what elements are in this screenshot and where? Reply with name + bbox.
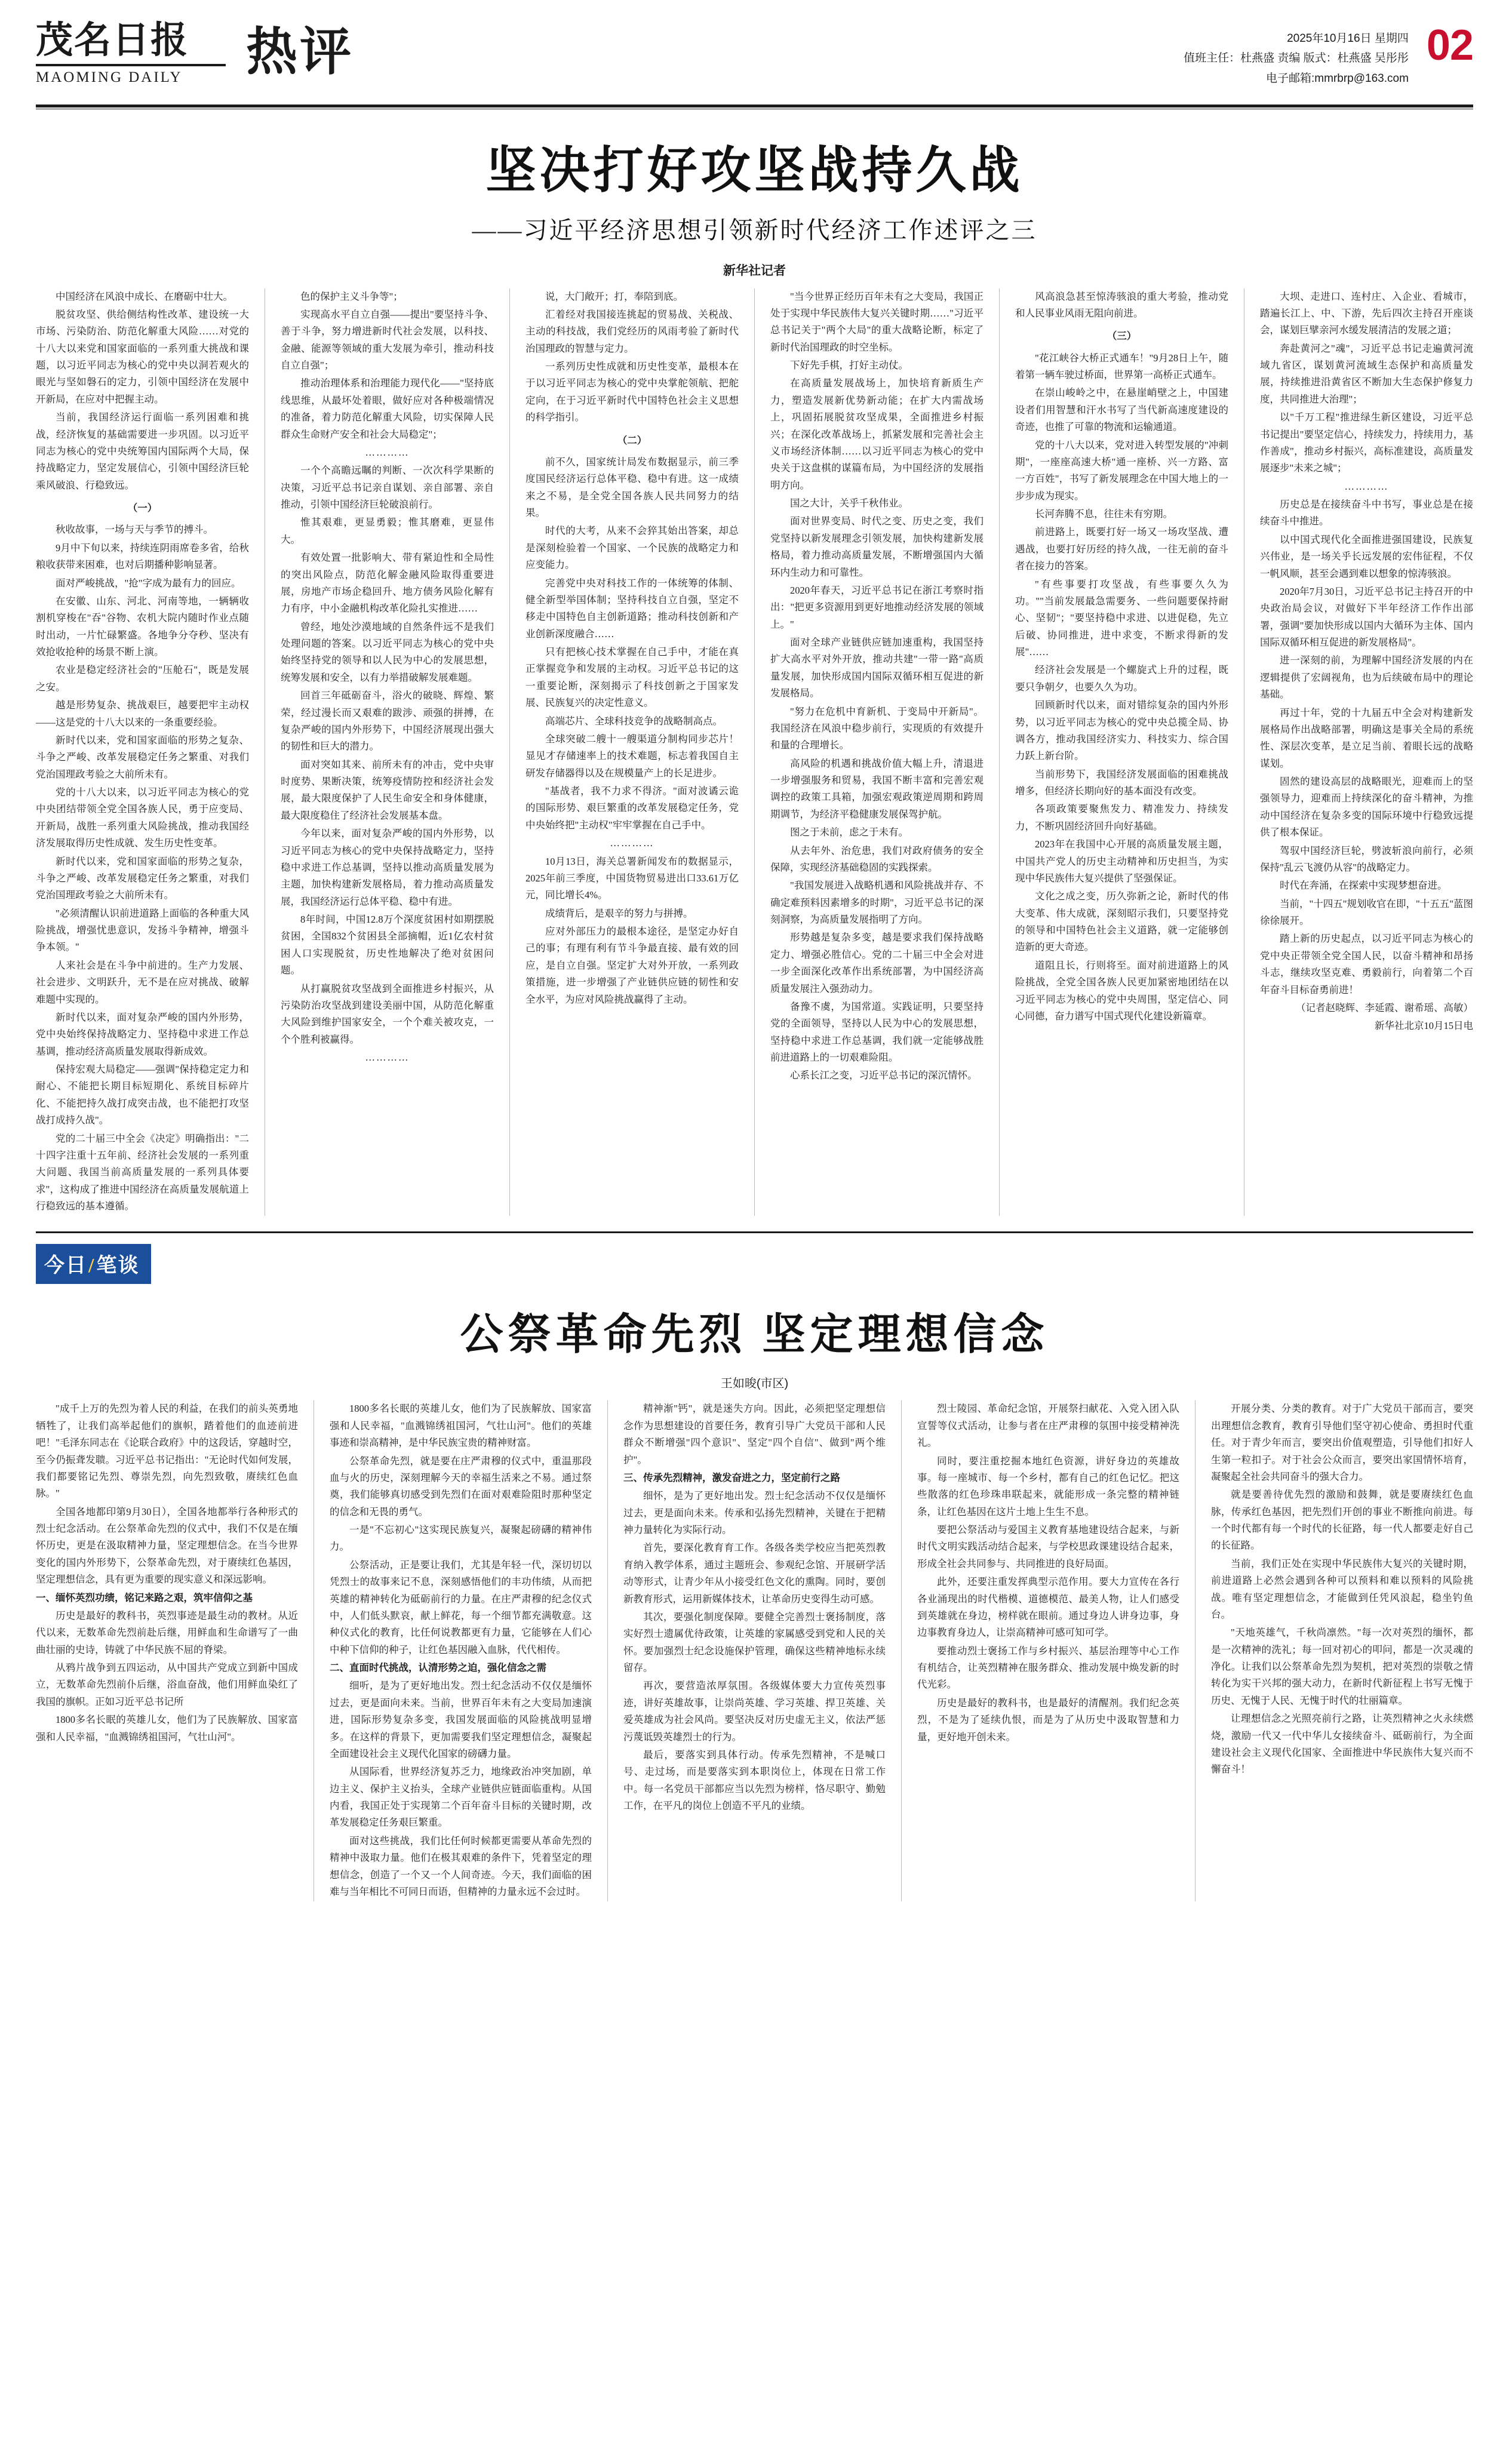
article2-paragraph: 烈士陵园、革命纪念馆，开展祭扫献花、入党入团入队宣誓等仪式活动，让参与者在庄严肃穆的氛围中接受精神洗礼。: [917, 1403, 1179, 1449]
article1-paragraph: "我国发展进入战略机遇和风险挑战并存、不确定难预料因素增多的时期"，习近平总书记的深刻洞察，为高质量发展指明了方向。: [770, 880, 984, 926]
article1-paragraph: …………: [1344, 480, 1389, 492]
article2-paragraph: 公祭革命先烈，就是要在庄严肃穆的仪式中，重温那段血与火的历史，深刻理解今天的幸福生活来之不易。通过祭奠，我们能够真切感受到先烈们在面对艰难险阻时那种坚定的信念和无畏的勇气。: [330, 1455, 592, 1517]
article1-paragraph: 2023年在我国中心开展的高质量发展主题，中国共产党人的历史主动精神和历史担当，为实现中华民族伟大复兴提供了坚强保证。: [1015, 838, 1228, 884]
article1-paragraph: 面对世界变局、时代之变、历史之变，我们党坚持以新发展理念引领发展，加快构建新发展格局，着力推动高质量发展，不断增强国内大循环内生动力和可靠性。: [770, 515, 984, 578]
duty-editor-line: 值班主任：杜燕盛 责编 版式：杜燕盛 吴彤彤: [1184, 52, 1409, 65]
article2-paragraph: 三、传承先烈精神，激发奋进之力，坚定前行之路: [623, 1471, 840, 1483]
article1-paragraph: "努力在危机中育新机、于变局中开新局"。我国经济在风浪中稳步前行，实现质的有效提升和量的合理增长。: [770, 705, 984, 751]
article1-paragraph: 进一深刻的前，为理解中国经济发展的内在逻辑提供了宏阔视角，也为后续破布局中的理论基础。: [1260, 655, 1473, 701]
section-title: 热评: [246, 23, 354, 81]
article1-column: [999, 288, 1228, 1216]
article2-paragraph: 1800多名长眠的英雄儿女，他们为了民族解放、国家富强和人民幸福，"血溅锦绣祖国河，气壮山河"。: [36, 1714, 298, 1743]
article2-column: [314, 1400, 592, 1901]
article1-headline-block: [36, 125, 1473, 249]
article1-paragraph: "当今世界正经历百年未有之大变局，我国正处于实现中华民族伟大复兴关键时期……"习近平总书记关于"两个大局"的重大战略论断，标定了新时代治国理政的时空坐标。: [770, 290, 984, 353]
article2-paragraph: 同时，要注重挖掘本地红色资源，讲好身边的英雄故事。每一座城市、每一个乡村，都有自己的红色记忆。把这些散落的红色珍珠串联起来，就能形成一条完整的精神链条，让红色基因在这片土地上生生不息。: [917, 1455, 1179, 1517]
article2-byline: 王如晙(市区): [720, 1377, 789, 1391]
article1-column: [265, 288, 494, 1216]
article1-paragraph: 奔赴黄河之"魂"，习近平总书记走遍黄河流域九省区，谋划黄河流域生态保护和高质量发展，持续推进沿黄省区不断加大生态保护修复力度，共同推进大治理"；: [1260, 342, 1473, 405]
article1-paragraph: 实现高水平自立自强——提出"要坚持斗争、善于斗争，努力增进新时代社会发展，以科技、金融、能源等领域的重大发展为牵引，推动科技自立自强"；: [281, 308, 494, 371]
article2-column: [901, 1400, 1179, 1901]
article1-paragraph: 新华社北京10月15日电: [1375, 1020, 1473, 1032]
publication-date: 2025年10月16日 星期四: [1287, 32, 1409, 45]
article2-paragraph: 细怀，是为了更好地出发。烈士纪念活动不仅仅是缅怀过去，更是面向未来。传承和弘扬先烈精神，关键在于把精神力量转化为实际行动。: [623, 1490, 886, 1536]
article1-column: [509, 288, 739, 1216]
article1-paragraph: （三）: [1107, 330, 1137, 342]
article2-column: [1195, 1400, 1473, 1901]
article1-paragraph: 前进路上，既要打好一场又一场攻坚战、遭遇战，也要打好历经的持久战，一往无前的奋斗者在接力的答案。: [1015, 526, 1228, 572]
article1-paragraph: 时代在奔涌，在探索中实现梦想奋进。: [1280, 880, 1447, 892]
publication-info: [1184, 26, 1427, 88]
article1-paragraph: 国之大计，关乎千秋伟业。: [790, 497, 908, 509]
article1-paragraph: 在崇山峻岭之中，在悬崖峭壁之上，中国建设者们用智慧和汗水书写了当代新高速度建设的奇迹，也推了可靠的物流和运输通道。: [1015, 387, 1228, 433]
article2-paragraph: 1800多名长眠的英雄儿女，他们为了民族解放、国家富强和人民幸福，"血溅锦绣祖国河，气壮山河"。他们的英雄事迹和崇高精神，是中华民族宝贵的精神财富。: [330, 1403, 592, 1449]
article2-paragraph: 一、缅怀英烈功绩，铭记来路之艰，筑牢信仰之基: [36, 1592, 253, 1603]
article1-paragraph: 回顾新时代以来，面对错综复杂的国内外形势，以习近平同志为核心的党中央总揽全局、协调各方，推动我国经济实力、科技实力、综合国力跃上新台阶。: [1015, 699, 1228, 762]
article1-paragraph: 回首三年砥砺奋斗，浴火的破晓、辉煌、繁荣，经过漫长而又艰难的跋涉、顽强的拼搏，在复杂严峻的国内外形势下，中国经济展现出强大的韧性和巨大的潜力。: [281, 690, 494, 752]
article2-column: [607, 1400, 886, 1901]
column-flag-slash: /: [88, 1255, 96, 1277]
page-number: 02: [1426, 21, 1473, 69]
column-flag: [36, 1244, 151, 1284]
article2-paragraph: 面对这些挑战，我们比任何时候都更需要从革命先烈的精神中汲取力量。他们在极其艰难的条件下，凭着坚定的理想信念，创造了一个又一个人间奇迹。今天，我们面临的困难与当年相比不可同日而语，但精神的力量永远不会过时。: [330, 1835, 592, 1897]
article1-paragraph: 下好先手棋，打好主动仗。: [790, 360, 908, 371]
article1-paragraph: 2020年春天，习近平总书记在浙江考察时指出："把更多资源用到更好地推动经济发展的领域上。": [770, 584, 984, 630]
article2-paragraph: 开展分类、分类的教育。对于广大党员干部而言，要突出理想信念教育，教育引导他们坚守初心使命、勇担时代重任。对于青少年而言，要突出价值观塑造，引导他们扣好人生第一粒扣子。对于社会公众而言，要突出家国情怀培育，凝聚起全社会共同奋斗的强大合力。: [1211, 1403, 1473, 1482]
article1-paragraph: 只有把核心技术掌握在自己手中，才能在真正掌握竞争和发展的主动权。习近平总书记的这一重要论断，深刻揭示了科技创新之于国家发展、民族复兴的决定性意义。: [525, 646, 739, 709]
logo-divider: [36, 64, 226, 66]
article1-paragraph: 面对突如其来、前所未有的冲击，党中央审时度势、果断决策，统筹疫情防控和经济社会发展，最大限度保护了人民生命安全和身体健康，最大限度稳住了经济社会发展基本盘。: [281, 758, 494, 821]
article1-paragraph: 党的二十届三中全会《决定》明确指出："二十四字注重十五年前、经济社会发展的一系列重大问题、我国当前高质量发展的一系列具体要求"，这构成了推进中国经济在高质量发展航道上行稳致远的基本遵循。: [36, 1132, 249, 1212]
article2-paragraph: 从鸦片战争到五四运动，从中国共产党成立到新中国成立，无数革命先烈前仆后继，浴血奋战，他们用鲜血染红了我国的旗帜。正如习近平总书记所: [36, 1662, 298, 1707]
article1-paragraph: 一个个高瞻远瞩的判断、一次次科学果断的决策，习近平总书记亲自谋划、亲自部署、亲自推动，引领中国经济巨轮破浪前行。: [281, 465, 494, 511]
article1-paragraph: 时代的大考，从来不会猝其始出答案，却总是深刻检验着一个国家、一个民族的战略定力和应变能力。: [525, 525, 739, 571]
article1-paragraph: 高风险的机遇和挑战价值大幅上升，清退进一步增强服务和贸易，我国不断丰富和完善宏观调控的政策工具箱，加强宏观政策逆周期和跨周期调节，为经济平稳健康发展保驾护航。: [770, 757, 984, 820]
article2-paragraph: 让理想信念之光照亮前行之路，让英烈精神之火永续燃烧，激励一代又一代中华儿女接续奋斗、砥砺前行，为全面建设社会主义现代化国家、全面推进中华民族伟大复兴而不懈奋斗！: [1211, 1713, 1473, 1775]
article1-paragraph: 各项政策要聚焦发力、精准发力、持续发力，不断巩固经济回升向好基础。: [1015, 803, 1228, 832]
article1-paragraph: 当前，"十四五"规划收官在即，"十五五"蓝图徐徐展开。: [1260, 898, 1473, 927]
masthead-left: [36, 16, 354, 86]
article2-paragraph: 要推动烈士褒扬工作与乡村振兴、基层治理等中心工作有机结合，让英烈精神在服务群众、推动发展中焕发新的时代光彩。: [917, 1645, 1179, 1691]
article1-subheadline: ——习近平经济思想引领新时代经济工作述评之三: [472, 216, 1037, 244]
article2-paragraph: 历史是最好的教科书，英烈事迹是最生动的教材。从近代以来，无数革命先烈前赴后继，用鲜血和生命谱写了一曲曲壮丽的史诗，铸就了中华民族不屈的脊梁。: [36, 1609, 298, 1655]
article1-paragraph: "基战者，我不力求不得济。"面对波谲云诡的国际形势、艰巨繁重的改革发展稳定任务，党中央始终把"主动权"牢牢掌握在自己手中。: [525, 785, 739, 831]
article1-paragraph: 色的保护主义斗争等"；: [300, 290, 403, 302]
article1-paragraph: 在安徽、山东、河北、河南等地，一辆辆收割机穿梭在"吞"谷物、农机大院内随时作业点随时出动，一片忙碌繁盛。各地争分夺秒、坚决有效抢收抢种的场景不断上演。: [36, 595, 249, 658]
article2-column: [36, 1400, 298, 1901]
article1-paragraph: 全球突破二艘十一艘渠道分制构同步芯片！显见才存储速率上的技术难题，标志着我国自主研发存储器得以及在规模量产上的长足进步。: [525, 733, 739, 779]
article1-paragraph: 党的十八大以来，以习近平同志为核心的党中央团结带领全党全国各族人民，勇于应变局、开新局，战胜一系列重大风险挑战，推动我国经济发展取得历史性成就、发生历史性变革。: [36, 786, 249, 849]
article1-paragraph: …………: [610, 837, 654, 849]
article1-paragraph: 保持宏观大局稳定——强调"保持稳定定力和耐心、不能把长期目标短期化、系统目标碎片化、不能把持久战打成突击战，也不能把打攻坚战打成持久战"。: [36, 1064, 249, 1126]
article1-paragraph: 脱贫攻坚、供给侧结构性改革、建设统一大市场、污染防治、防范化解重大风险……对党的十八大以来党和国家面临的一系列重大挑战和课题，以习近平同志为核心的党中央以洞若观火的眼光与坚如磐石的定力，引领中国经济在发展中开新局，在应对中把握主动。: [36, 308, 249, 405]
article1-paragraph: 完善党中央对科技工作的一体统筹的体制、健全新型举国体制；坚持科技自立自强，坚定不移走中国特色自主创新道路；推动科技创新和产业创新深度融合……: [525, 577, 739, 640]
article1-paragraph: 成绩背后，是艰辛的努力与拼搏。: [545, 907, 693, 919]
article1-paragraph: 农业是稳定经济社会的"压舱石"，既是发展之安。: [36, 664, 249, 693]
article2-paragraph: 公祭活动，正是要让我们，尤其是年轻一代，深切切以凭烈士的故事来记不息，深刻感悟他们的丰功伟绩，从而把英雄的精神转化为砥砺前行的力量。在庄严肃穆的纪念仪式中，人们低头默哀，献上鲜花，每一个细节都充满敬意。这种仪式化的教育，比任何说教都更有力量，它能够在人们心中种下信仰的种子，让红色基因融入血脉，代代相传。: [330, 1559, 592, 1655]
article1-paragraph: 秋收故事，一场与天与季节的搏斗。: [56, 524, 213, 536]
article1-paragraph: 当前，我国经济运行面临一系列困难和挑战，经济恢复的基础需要进一步巩固。以习近平同志为核心的党中央统筹国内国际两个大局，保持战略定力，坚定发展信心，引领中国经济巨轮乘风破浪、行稳致远。: [36, 411, 249, 491]
article1-paragraph: 在高质量发展战场上，加快培育新质生产力，塑造发展新优势新动能；在扩大内需战场上，巩固拓展脱贫攻坚成果，全面推进乡村振兴；在深化改革战场上，抓紧发展和完善社会主义市场经济体制……以习近平同志为核心的党中央关于这盘棋的谋篇布局，为中国经济的发展指明方向。: [770, 377, 984, 491]
article2-paragraph: 其次，要强化制度保障。要健全完善烈士褒扬制度，落实好烈士遗属优待政策，让英雄的家属感受到党和人民的关怀。要加强烈士纪念设施保护管理，确保这些精神地标永续留存。: [623, 1611, 886, 1674]
article1-paragraph: 面对严峻挑战，"抢"字成为最有力的回应。: [56, 577, 241, 589]
article1-column: [754, 288, 984, 1216]
article1-paragraph: 10月13日，海关总署新闻发布的数据显示，2025年前三季度，中国货物贸易进出口33.61万亿元，同比增长4%。: [525, 855, 739, 901]
article1-paragraph: 历史总是在接续奋斗中书写，事业总是在接续奋斗中推进。: [1260, 499, 1473, 527]
article1-paragraph: 以中国式现代化全面推进强国建设，民族复兴伟业，是一场关乎长远发展的宏伟征程，不仅一帆风顺，甚至会遇到难以想象的惊涛骇浪。: [1260, 533, 1473, 579]
article1-paragraph: 曾经，地处沙漠地域的自然条件远不是我们处理问题的答案。以习近平同志为核心的党中央始终坚持党的领导和以人民为中心的发展思想，统筹发展和安全，以有力举措破解发展难题。: [281, 620, 494, 683]
article2-paragraph: 全国各地都印第9月30日），全国各地都举行各种形式的烈士纪念活动。在公祭革命先烈的仪式中，我们不仅是在缅怀历史，更是在汲取精神力量，坚定理想信念。在当今世界变化的国内外形势下，公祭革命先烈，对于赓续红色基因，坚定理想信念，具有更为重要的现实意义和深远影响。: [36, 1506, 298, 1586]
article1-paragraph: …………: [365, 1052, 410, 1064]
article1-paragraph: "必须清醒认识前进道路上面临的各种重大风险挑战，增强忧患意识，发扬斗争精神，增强斗争本领。": [36, 907, 249, 953]
article1-paragraph: 道阻且长，行则将至。面对前进道路上的风险挑战，全党全国各族人民更加紧密地团结在以习近平同志为核心的党中央周围，坚定信心、同心同德，奋力谱写中国式现代化建设新篇章。: [1015, 959, 1228, 1022]
article1-paragraph: 人来社会是在斗争中前进的。生产力发展、社会进步、文明跃升，无不是在应对挑战、破解难题中实现的。: [36, 959, 249, 1005]
article1-paragraph: 新时代以来，党和国家面临的形势之复杂、斗争之严峻、改革发展稳定任务之繁重、对我们党治国理政考验之大前所未有。: [36, 734, 249, 780]
article1-paragraph: 汇着经对我国接连挑起的贸易战、关税战、主动的科技战，我们党经历的风雨考验了新时代治国理政的智慧与定力。: [525, 308, 739, 354]
article1-headline: 坚决打好攻坚战持久战: [485, 143, 1024, 199]
article1-paragraph: 以"千万工程"推进绿生新区建设，习近平总书记提出"要坚定信心，持续发力，持续用力，基作善成"，推动乡村振兴，高标准建设，高质量发展逐步"未来之城"；: [1260, 411, 1473, 474]
article2-paragraph: 精神渐"钙"，就是迷失方向。因此，必须把坚定理想信念作为思想建设的首要任务，教育引导广大党员干部和人民群众不断增强"四个意识"、坚定"四个自信"、做到"两个维护"。: [623, 1403, 886, 1466]
masthead-rule-thick: [36, 105, 1473, 107]
article1-paragraph: 心系长江之变，习近平总书记的深沉情怀。: [790, 1070, 978, 1082]
article2-paragraph: 此外，还要注重发挥典型示范作用。要大力宣传在各行各业涌现出的时代楷模、道德模范、最美人物，让人们感受到英雄就在身边，榜样就在眼前。通过身边人讲身边事，身边事教育身边人，让崇高精神可感可知可学。: [917, 1576, 1179, 1639]
article1-paragraph: "有些事要打攻坚战，有些事要久久为功。""当前发展最急需要务、一些问题要保持耐心、坚韧"；"要坚持稳中求进、以进促稳，先立后破、协同推进，进中求变，不断求得新的发展"……: [1015, 578, 1228, 658]
article2-paragraph: 从国际看，世界经济复苏乏力，地缘政治冲突加剧，单边主义、保护主义抬头，全球产业链供应链面临重构。从国内看，我国正处于实现第二个百年奋斗目标的关键时期，改革发展稳定任务艰巨繁重。: [330, 1766, 592, 1829]
article1-paragraph: 有效处置一批影响大、带有紧迫性和全局性的突出风险点，防范化解金融风险取得重要进展，房地产市场企稳回升、地方债务风险化解有力有序，中小金融机构改革化险扎实推进……: [281, 552, 494, 615]
article2-divider: [36, 1231, 1473, 1901]
article1-paragraph: （一）: [127, 502, 158, 514]
article1-paragraph: 中国经济在风浪中成长、在磨砺中壮大。: [56, 290, 233, 302]
article1-paragraph: 经济社会发展是一个螺旋式上升的过程，既要只争朝夕，也要久久为功。: [1015, 664, 1228, 693]
article1-paragraph: 今年以来，面对复杂严峻的国内外形势，以习近平同志为核心的党中央保持战略定力，坚持稳中求进工作总基调，坚持以推动高质量发展为主题，加快构建新发展格局，着力推动高质量发展，我国经济运行总体平稳、稳中有进。: [281, 828, 494, 907]
article1-paragraph: 应对外部压力的最根本途径，是坚定办好自己的事；有理有利有节斗争最直接、最有效的回应，是自立自强。坚定扩大对外开放，一系列政策措施，进一步增强了产业链供应链的韧性和安全水平，为应对风险挑战赢得了主动。: [525, 926, 739, 1005]
article2-paragraph: 一是"不忘初心"这实现民族复兴，凝聚起磅礴的精神伟力。: [330, 1524, 592, 1553]
article2-paragraph: "成千上万的先烈为着人民的利益，在我们的前头英勇地牺牲了，让我们高举起他们的旗帜，踏着他们的血迹前进吧！"毛泽东同志在《论联合政府》中的这段话，穿越时空，至今仍振聋发聩。习近平总书记指出："无论时代如何发展，我们都要铭记先烈、尊崇先烈，向先烈致敬，赓续红色血脉。": [36, 1403, 298, 1500]
article1-paragraph: 长河奔腾不息，往往未有穷期。: [1035, 508, 1173, 520]
article1-paragraph: 再过十年，党的十九届五中全会对构建新发展格局作出战略部署，明确这是事关全局的系统性、深层次变革，是立足当前、着眼长远的战略谋划。: [1260, 706, 1473, 769]
article1-paragraph: 当前形势下，我国经济发展面临的困难挑战增多，但经济长期向好的基本面没有改变。: [1015, 768, 1228, 797]
column-flag-left: 今日: [44, 1255, 87, 1277]
article2-columns: [36, 1400, 1473, 1901]
masthead: [36, 0, 1473, 105]
article2-paragraph: 细听，是为了更好地出发。烈士纪念活动不仅仅是缅怀过去，更是面向未来。当前，世界百年未有之大变局加速演进，国际形势复杂多变，我国发展面临的风险挑战明显增多。在这样的背景下，更加需要我们坚定理想信念，凝聚起全面建设社会主义现代化国家的磅礴力量。: [330, 1680, 592, 1759]
article2-headline: 公祭革命先烈 坚定理想信念: [460, 1311, 1049, 1359]
article1-paragraph: 党的十八大以来，党对进入转型发展的"冲刺期"，一座座高速大桥"通一座桥、兴一方路、富一方百姓"，书写了新发展理念在中国大地上的一步步成为现实。: [1015, 439, 1228, 502]
newspaper-logo: [36, 16, 233, 86]
article1-paragraph: 面对全球产业链供应链加速重构，我国坚持扩大高水平对外开放，推动共建"一带一路"高质量发展，加快形成国内国际双循环相互促进的新发展格局。: [770, 637, 984, 699]
email-line: 电子邮箱:mmrbrp@163.com: [1266, 72, 1409, 85]
article2-paragraph: 历史是最好的教科书，也是最好的清醒剂。我们纪念英烈，不是为了延续仇恨，而是为了从历史中汲取智慧和力量，更好地开创未来。: [917, 1697, 1179, 1743]
article1-paragraph: 推动治理体系和治理能力现代化——"坚持底线思维，从最坏处着眼，做好应对各种极端情况的准备，着力防范化解重大风险，切实保障人民群众生命财产安全和社会大局稳定"；: [281, 377, 494, 440]
article1-paragraph: （记者赵晓辉、李延霞、谢希瑶、高敏）: [1296, 1001, 1473, 1013]
article1-paragraph: 大坝、走进口、连村庄、入企业、看城市，踏遍长江上、中、下游，先后四次主持召开座谈会，谋划巨擘亲河水缓发展清洁的发展之道；: [1260, 290, 1473, 336]
article1-paragraph: 说，大门敞开；打，奉陪到底。: [545, 290, 683, 302]
article1-paragraph: 形势越是复杂多变，越是要求我们保持战略定力、增强必胜信心。党的二十届三中全会对进一步全面深化改革作出系统部署，为中国经济高质量发展注入强劲动力。: [770, 932, 984, 994]
article1-paragraph: 2020年7月30日，习近平总书记主持召开的中央政治局会议，对做好下半年经济工作作出部署，强调"要加快形成以国内大循环为主体、国内国际双循环相互促进的新发展格局"。: [1260, 585, 1473, 649]
article1-paragraph: 前不久，国家统计局发布数据显示，前三季度国民经济运行总体平稳、稳中有进。这一成绩来之不易，是全党全国各族人民共同努力的结果。: [525, 456, 739, 519]
article1-paragraph: 踏上新的历史起点，以习近平同志为核心的党中央正带领全党全国人民，以奋斗精神和昂扬斗志，继续攻坚克难、勇毅前行，向着第二个百年奋斗目标奋勇前进！: [1260, 933, 1473, 996]
logo-english-name: MAOMING DAILY: [36, 69, 183, 86]
article1-paragraph: 新时代以来，面对复杂严峻的国内外形势，党中央始终保持战略定力、坚持稳中求进工作总基调，推动经济高质量发展取得新成效。: [36, 1011, 249, 1057]
article1-paragraph: 越是形势复杂、挑战艰巨，越要把牢主动权——这是党的十八大以来的一条重要经验。: [36, 699, 249, 728]
article1-paragraph: …………: [365, 446, 410, 458]
article2-paragraph: 当前，我们正处在实现中华民族伟大复兴的关键时期，前进道路上必然会遇到各种可以预料和难以预料的风险挑战。唯有坚定理想信念，才能做到任凭风浪起，稳坐钓鱼台。: [1211, 1557, 1473, 1620]
article1-byline: 新华社记者: [723, 263, 786, 278]
article1-paragraph: 图之于未前，虑之于未有。: [790, 827, 908, 838]
article1-paragraph: 9月中下旬以来，持续连阴雨席卷多省，给秋粮收获带来困难，也对后期播种影响显著。: [36, 542, 249, 571]
article1-paragraph: 风高浪急甚至惊涛骇浪的重大考验，推动党和人民事业风雨无阻向前进。: [1015, 290, 1228, 319]
article1-paragraph: （二）: [617, 434, 647, 446]
article1-paragraph: 驾驭中国经济巨轮，劈波斩浪向前行，必须保持"乱云飞渡仍从容"的战略定力。: [1260, 844, 1473, 873]
article2-paragraph: 再次，要营造浓厚氛围。各级媒体要大力宣传英烈事迹，讲好英雄故事，让崇尚英雄、学习英雄、捍卫英雄、关爱英雄成为社会风尚。要坚决反对历史虚无主义，依法严惩污蔑诋毁英雄烈士的行为。: [623, 1680, 886, 1743]
article-main: [36, 125, 1473, 1216]
article1-column: [1244, 288, 1473, 1216]
masthead-right: [1184, 16, 1473, 88]
article1-paragraph: 固然的建设高层的战略眼光，迎难而上的坚强领导力，迎难而上持续深化的奋斗精神，为推动中国经济在复杂多变的国际环境中行稳致远提供了根本保证。: [1260, 776, 1473, 838]
column-flag-right: 笔谈: [96, 1255, 140, 1277]
article2-paragraph: "天地英雄气，千秋尚凛然。"每一次对英烈的缅怀，都是一次精神的洗礼；每一回对初心的叩问，都是一次灵魂的净化。让我们以公祭革命先烈为契机，把对英烈的崇敬之情转化为实干兴邦的强大动力，在新时代新征程上书写无愧于历史、无愧于人民、无愧于时代的壮丽篇章。: [1211, 1627, 1473, 1706]
article2-paragraph: 最后，要落实到具体行动。传承先烈精神，不是喊口号、走过场，而是要落实到本职岗位上，体现在日常工作中。每一名党员干部都应当以先烈为榜样，恪尽职守、勤勉工作，在平凡的岗位上创造不平凡的业绩。: [623, 1749, 886, 1812]
article2-paragraph: 二、直面时代挑战，认清形势之迫，强化信念之需: [330, 1662, 546, 1674]
article2-paragraph: 就是要善待优先烈的激励和鼓舞，就是要赓续红色血脉，传承红色基因，把先烈们开创的事业不断推向前进。每一个时代都有每一个时代的长征路，每一代人都要走好自己的长征路。: [1211, 1489, 1473, 1551]
article1-paragraph: 惟其艰难，更显勇毅；惟其磨难，更显伟大。: [281, 517, 494, 545]
article1-paragraph: 高端芯片、全球科技竞争的战略制高点。: [545, 715, 723, 727]
article1-paragraph: "花江峡谷大桥正式通车！"9月28日上午，随着第一辆车驶过桥面，世界第一高桥正式通车。: [1015, 352, 1228, 381]
article1-column: [36, 288, 249, 1216]
article1-columns: [36, 288, 1473, 1216]
article1-paragraph: 从去年外、治危患，我们对政府债务的安全保障，实现经济基础稳固的实践探索。: [770, 844, 984, 873]
article1-paragraph: 一系列历史性成就和历史性变革，最根本在于以习近平同志为核心的党中央掌舵领航、把舵定向，在于习近平新时代中国特色社会主义思想的科学指引。: [525, 361, 739, 423]
article1-paragraph: 新时代以来，党和国家面临的形势之复杂，斗争之严峻、改革发展稳定任务之繁重，对我们党治国理政考验之大前所未有。: [36, 855, 249, 901]
article1-paragraph: 文化之成之变，历久弥新之论，新时代的伟大变革、伟大成就，深刻昭示我们，只要坚持党的领导和中国特色社会主义道路，就一定能够创造新的更大奇迹。: [1015, 890, 1228, 953]
article2-paragraph: 首先，要深化教育育工作。各级各类学校应当把英烈教育纳入教学体系，通过主题班会、参观纪念馆、开展研学活动等形式，让青少年从小接受红色文化的熏陶。同时，要创新教育形式，运用新媒体技术，让革命历史变得生动可感。: [623, 1542, 886, 1605]
article2-paragraph: 要把公祭活动与爱国主义教育基地建设结合起来，与新时代文明实践活动结合起来，与学校思政课建设结合起来，形成全社会共同参与、共同推进的良好局面。: [917, 1524, 1179, 1569]
logo-chinese-name: 茂名日报: [36, 20, 189, 61]
article1-paragraph: 备豫不虞，为国常道。实践证明，只要坚持党的全面领导，坚持以人民为中心的发展思想，坚持稳中求进工作总基调，我们就一定能够战胜前进道路上的一切艰难险阻。: [770, 1000, 984, 1064]
article1-paragraph: 8年时间，中国12.8万个深度贫困村如期摆脱贫困，全国832个贫困县全部摘帽，近1亿农村贫困人口实现脱贫，历史性地解决了绝对贫困问题。: [281, 914, 494, 976]
article1-paragraph: 从打赢脱贫攻坚战到全面推进乡村振兴，从污染防治攻坚战到建设美丽中国，从防范化解重大风险到维护国家安全，一个个难关被攻克，一个个胜利被赢得。: [281, 982, 494, 1045]
